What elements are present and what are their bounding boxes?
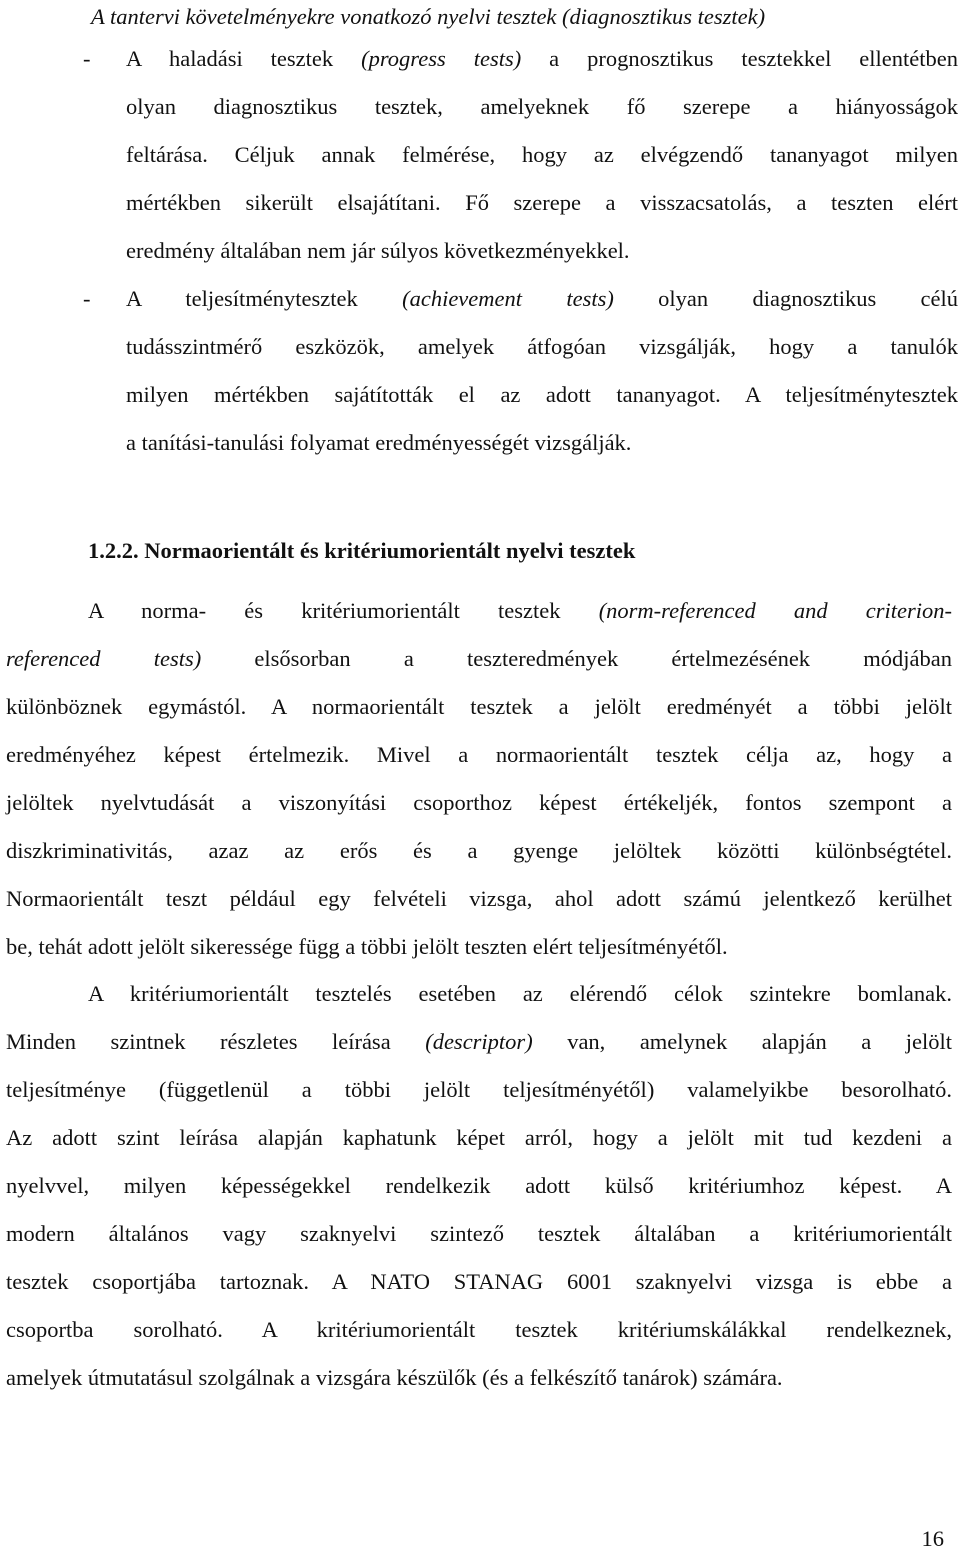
text-run: a prognosztikus tesztekkel ellentétben — [521, 46, 959, 71]
bullet-line — [126, 94, 958, 120]
paragraph-line — [6, 1221, 952, 1247]
text-run: milyen mértékben sajátították el az adott tananyagot. A teljesítménytesztek — [126, 382, 958, 407]
text-run: A teljesítménytesztek — [126, 286, 403, 311]
text-run: be, tehát adott jelölt sikeressége függ a többi jelölt teszten elért teljesítményétől. — [6, 934, 728, 959]
text-run: feltárása. Céljuk annak felmérése, hogy az elvégzendő tananyagot milyen — [126, 142, 958, 167]
paragraph-line — [6, 1269, 952, 1295]
paragraph-line — [6, 742, 952, 768]
paragraph-line — [6, 1365, 952, 1391]
paragraph-line — [6, 1125, 952, 1151]
text-run: tudásszintmérő eszközök, amelyek átfogóan vizsgálják, hogy a tanulók — [126, 334, 958, 359]
paragraph-line — [6, 790, 952, 816]
paragraph-line — [6, 1077, 952, 1103]
text-run: A haladási tesztek — [126, 46, 362, 71]
text-run: eredményéhez képest értelmezik. Mivel a normaorientált tesztek célja az, hogy a — [6, 742, 952, 767]
italic-term: referenced tests) — [6, 646, 202, 671]
text-run: nyelvvel, milyen képességekkel rendelkezik adott külső kritériumhoz képest. A — [6, 1173, 952, 1198]
bullet-line — [126, 190, 958, 216]
text-run: csoportba sorolható. A kritériumorientált tesztek kritériumskálákkal rendelkeznek, — [6, 1317, 952, 1342]
section-heading: 1.2.2. Normaorientált és kritériumorientált nyelvi tesztek — [88, 538, 636, 563]
paragraph-line — [6, 694, 952, 720]
text-run: mértékben sikerült elsajátítani. Fő szerepe a visszacsatolás, a teszten elért — [126, 190, 958, 215]
text-run: a tanítási-tanulási folyamat eredményességét vizsgálják. — [126, 430, 632, 455]
italic-term: (progress tests) — [361, 46, 522, 71]
text-run: olyan diagnosztikus tesztek, amelyeknek fő szerepe a hiányosságok — [126, 94, 958, 119]
bullet-line — [126, 430, 958, 456]
text-run: diszkriminativitás, azaz az erős és a gyenge jelöltek közötti különbségtétel. — [6, 838, 952, 863]
paragraph-line — [6, 1173, 952, 1199]
bullet-line — [126, 142, 958, 168]
paragraph-line — [6, 838, 952, 864]
text-run: jelöltek nyelvtudását a viszonyítási csoporthoz képest értékeljék, fontos szempont a — [6, 790, 952, 815]
text-run: tesztek csoportjába tartoznak. A NATO STANAG 6001 szaknyelvi vizsga is ebbe a — [6, 1269, 952, 1294]
text-run: eredmény általában nem jár súlyos következményekkel. — [126, 238, 630, 263]
bullet-line — [126, 46, 958, 72]
text-run: teljesítménye (függetlenül a többi jelölt teljesítményétől) valamelyikbe besorolható. — [6, 1077, 952, 1102]
bullet-line — [126, 238, 958, 264]
top-heading: A tantervi követelményekre vonatkozó nyelvi tesztek (diagnosztikus tesztek) — [91, 4, 766, 29]
text-run: Minden szintnek részletes leírása — [6, 1029, 426, 1054]
bullet-line — [126, 286, 958, 312]
text-run: olyan diagnosztikus célú — [613, 286, 959, 311]
bullet-dash: - — [83, 286, 91, 311]
italic-term: (descriptor) — [425, 1029, 533, 1054]
italic-term: (norm-referenced and criterion- — [598, 598, 953, 623]
italic-term: (achievement tests) — [402, 286, 614, 311]
bullet-line — [126, 382, 958, 408]
paragraph-line — [6, 934, 952, 960]
paragraph-line — [6, 1029, 952, 1055]
text-run: van, amelynek alapján a jelölt — [532, 1029, 953, 1054]
paragraph-line — [6, 886, 952, 912]
text-run: elsősorban a teszteredmények értelmezésének módjában — [201, 646, 952, 671]
text-run: amelyek útmutatásul szolgálnak a vizsgára készülők (és a felkészítő tanárok) számára. — [6, 1365, 783, 1390]
bullet-dash: - — [83, 46, 91, 71]
paragraph-line — [88, 598, 952, 624]
bullet-line — [126, 334, 958, 360]
paragraph-line — [6, 646, 952, 672]
text-run: A kritériumorientált tesztelés esetében az elérendő célok szintekre bomlanak. — [88, 981, 952, 1006]
paragraph-line — [6, 1317, 952, 1343]
text-run: modern általános vagy szaknyelvi szintező tesztek általában a kritériumorientált — [6, 1221, 952, 1246]
page-number: 16 — [921, 1526, 944, 1551]
text-run: különböznek egymástól. A normaorientált tesztek a jelölt eredményét a többi jelölt — [6, 694, 952, 719]
paragraph-line — [88, 981, 952, 1007]
text-run: A norma- és kritériumorientált tesztek — [88, 598, 599, 623]
text-run: Normaorientált teszt például egy felvételi vizsga, ahol adott számú jelentkező kerülhet — [6, 886, 952, 911]
text-run: Az adott szint leírása alapján kaphatunk képet arról, hogy a jelölt mit tud kezdeni a — [6, 1125, 952, 1150]
